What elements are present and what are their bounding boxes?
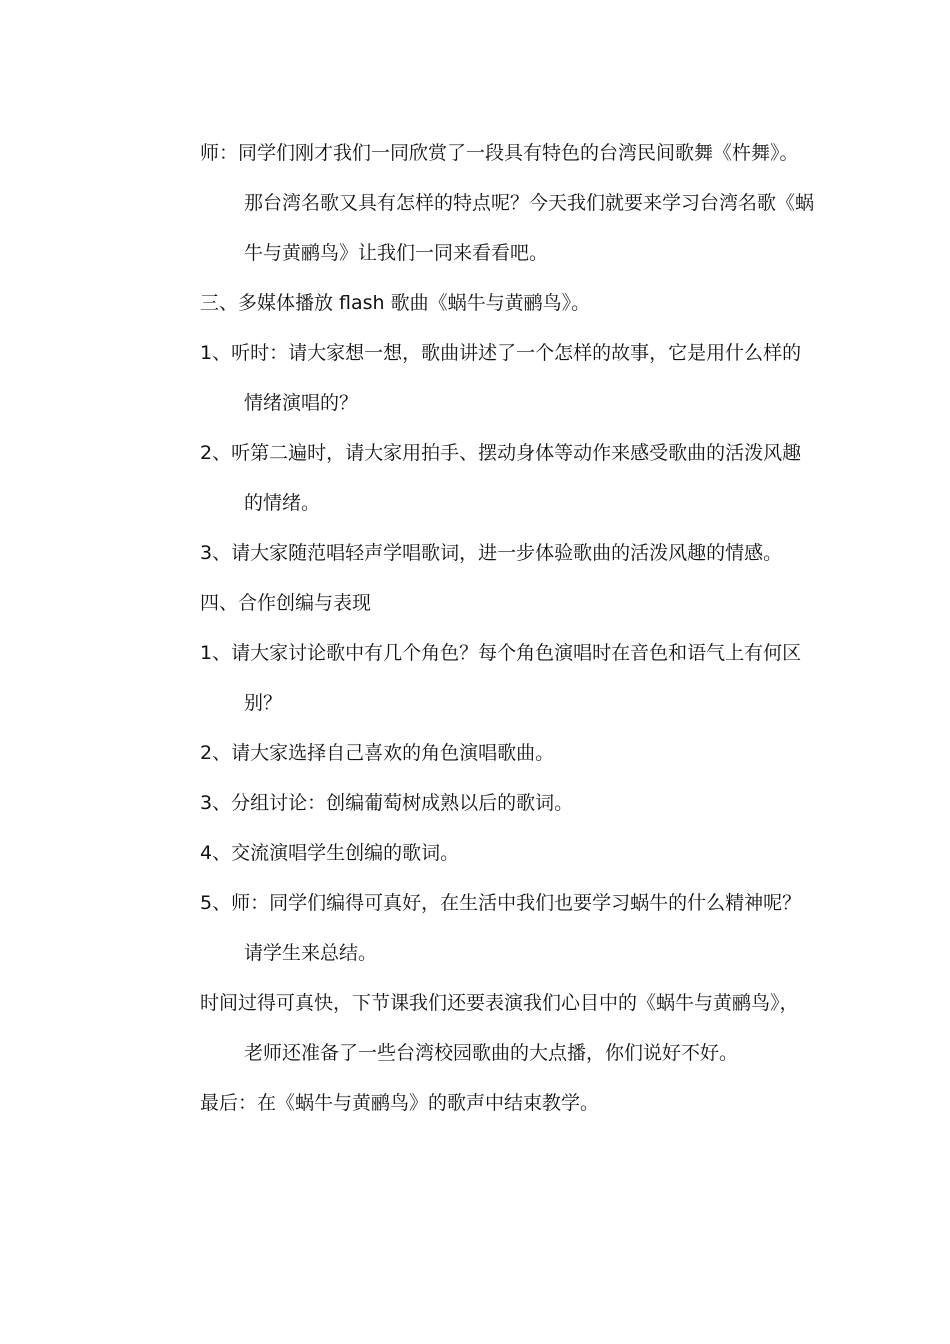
list-item: 3、请大家随范唱轻声学唱歌词，进一步体验歌曲的活泼风趣的情感。 <box>200 542 783 564</box>
list-item: 2、请大家选择自己喜欢的角色演唱歌曲。 <box>200 742 555 764</box>
list-item: 1、听时：请大家想一想，歌曲讲述了一个怎样的故事，它是用什么样的情绪演唱的？ <box>200 342 802 414</box>
paragraph-final: 最后：在《蜗牛与黄鹂鸟》的歌声中结束教学。 <box>200 1092 600 1114</box>
list-item: 4、交流演唱学生创编的歌词。 <box>200 842 460 864</box>
document-body <box>200 128 815 1128</box>
list-item: 2、听第二遍时，请大家用拍手、摆动身体等动作来感受歌曲的活泼风趣的情绪。 <box>200 442 802 514</box>
list-item: 3、分组讨论：创编葡萄树成熟以后的歌词。 <box>200 792 574 814</box>
list-item: 5、师：同学们编得可真好，在生活中我们也要学习蜗牛的什么精神呢？请学生来总结。 <box>200 892 802 964</box>
paragraph-closing: 时间过得可真快，下节课我们还要表演我们心目中的《蜗牛与黄鹂鸟》，老师还准备了一些台湾校园歌曲的大点播，你们说好不好。 <box>200 992 799 1064</box>
paragraph-intro: 师：同学们刚才我们一同欣赏了一段具有特色的台湾民间歌舞《杵舞》。那台湾名歌又具有怎样的特点呢？今天我们就要来学习台湾名歌《蜗牛与黄鹂鸟》让我们一同来看看吧。 <box>200 142 815 264</box>
section-heading-three: 三、多媒体播放 flash 歌曲《蜗牛与黄鹂鸟》。 <box>200 292 591 314</box>
section-heading-four: 四、合作创编与表现 <box>200 592 372 614</box>
list-item: 1、请大家讨论歌中有几个角色？每个角色演唱时在音色和语气上有何区别？ <box>200 642 802 714</box>
